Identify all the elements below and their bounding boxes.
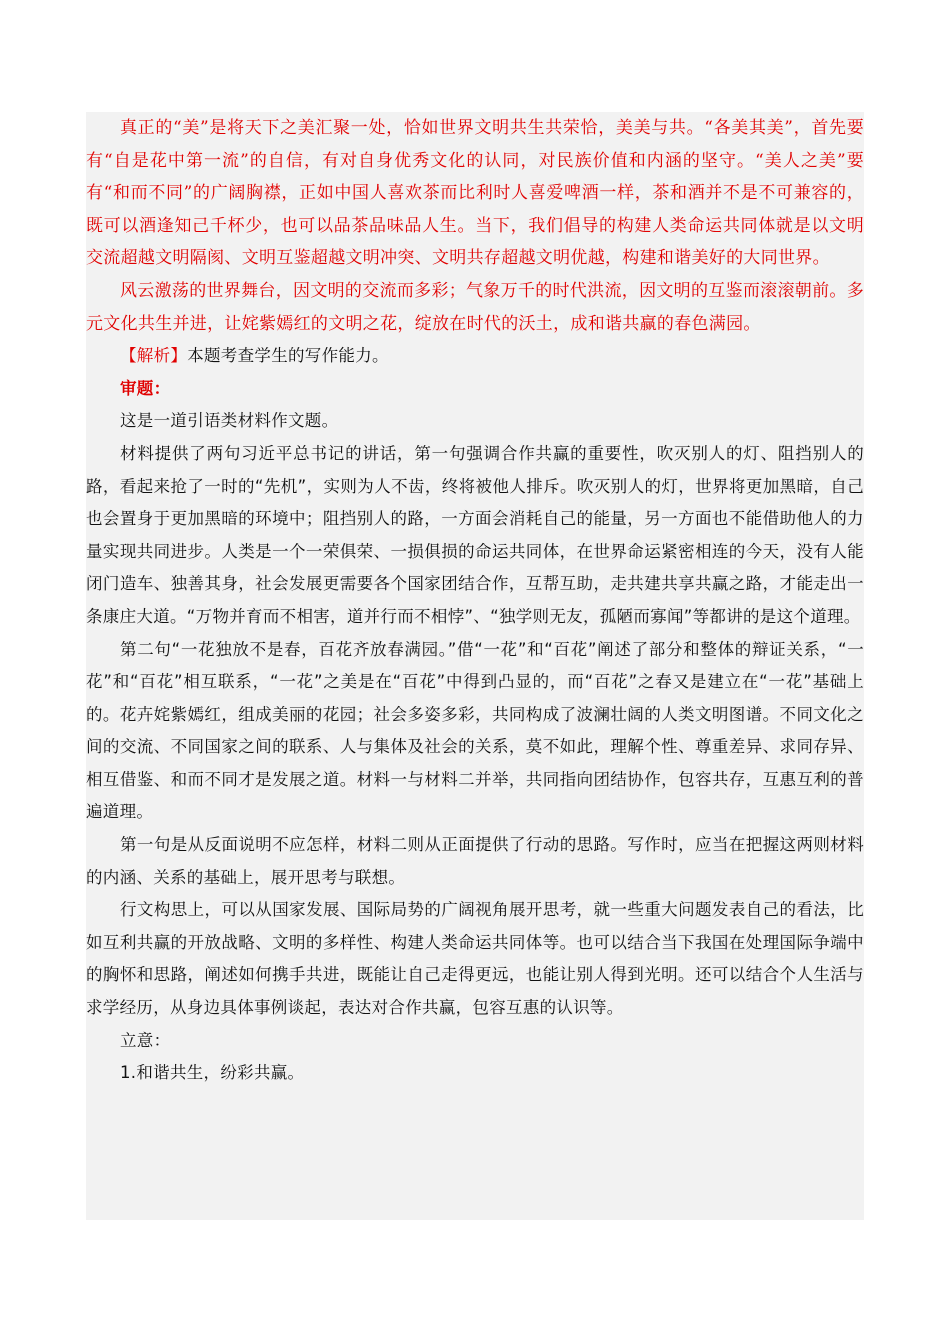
- essay-paragraph-1: 真正的“美”是将天下之美汇聚一处，恰如世界文明共生共荣恰，美美与共。“各美其美”，首先要有“自是花中第一流”的自信，有对自身优秀文化的认同，对民族价值和内涵的坚守。“美人之美”要有“和而不同”的广阔胸襟，正如中国人喜欢茶而比利时人喜爱啤酒一样，茶和酒并不是不可兼容的，既可以酒逢知己千杯少，也可以品茶品味品人生。当下，我们倡导的构建人类命运共同体就是以文明交流超越文明隔阂、文明互鉴超越文明冲突、文明共存超越文明优越，构建和谐美好的大同世界。: [86, 118, 864, 269]
- analysis-paragraph-5: 行文构思上，可以从国家发展、国际局势的广阔视角展开思考，就一些重大问题发表自己的看法，比如互利共赢的开放战略、文明的多样性、构建人类命运共同体等。也可以结合当下我国在处理国际争端中的胸怀和思路，阐述如何携手共进，既能让自己走得更远，也能让别人得到光明。还可以结合个人生活与求学经历，从身边具体事例谈起，表达对合作共赢，包容互惠的认识等。: [86, 900, 864, 1018]
- analysis-paragraph-4: 第一句是从反面说明不应怎样，材料二则从正面提供了行动的思路。写作时，应当在把握这两则材料的内涵、关系的基础上，展开思考与联想。: [86, 835, 864, 887]
- idea-item-1: 1.和谐共生，纷彩共赢。: [120, 1063, 305, 1083]
- analysis-paragraph-1: 这是一道引语类材料作文题。: [120, 411, 339, 431]
- answer-content: [86, 112, 864, 1220]
- analysis-heading: [86, 340, 864, 373]
- essay-paragraph-2: 风云激荡的世界舞台，因文明的交流而多彩；气象万千的时代洪流，因文明的互鉴而滚滚朝前。多元文化共生并进，让姹紫嫣红的文明之花，绽放在时代的沃土，成和谐共赢的春色满园。: [86, 280, 864, 334]
- analysis-paragraph-2: 材料提供了两句习近平总书记的讲话，第一句强调合作共赢的重要性，吹灭别人的灯、阻挡别人的路，看起来抢了一时的“先机”，实则为人不齿，终将被他人排斥。吹灭别人的灯，世界将更加黑暗，自己也会置身于更加黑暗的环境中；阻挡别人的路，一方面会消耗自己的能量，另一方面也不能借助他人的力量实现共同进步。人类是一个一荣俱荣、一损俱损的命运共同体，在世界命运紧密相连的今天，没有人能闭门造车、独善其身，社会发展更需要各个国家团结合作，互帮互助，走共建共享共赢之路，才能走出一条康庄大道。“万物并育而不相害，道并行而不相悖”、“独学则无友，孤陋而寡闻”等都讲的是这个道理。: [86, 443, 864, 626]
- idea-label: 立意：: [120, 1030, 171, 1050]
- analysis-label: 【解析】: [120, 346, 188, 366]
- analysis-paragraph-3: 第二句“一花独放不是春，百花齐放春满园。”借“一花”和“百花”阐述了部分和整体的辩证关系，“一花”和“百花”相互联系，“一花”之美是在“百花”中得到凸显的，而“百花”之春又是建立在“一花”基础上的。花卉姹紫嫣红，组成美丽的花园；社会多姿多彩，共同构成了波澜壮阔的人类文明图谱。不同文化之间的交流、不同国家之间的联系、人与集体及社会的关系，莫不如此，理解个性、尊重差异、求同存异、相互借鉴、和而不同才是发展之道。材料一与材料二并举，共同指向团结协作，包容共存，互惠互利的普遍道理。: [86, 639, 864, 822]
- analysis-text: 本题考查学生的写作能力。: [187, 346, 389, 366]
- review-label: 审题：: [120, 378, 171, 398]
